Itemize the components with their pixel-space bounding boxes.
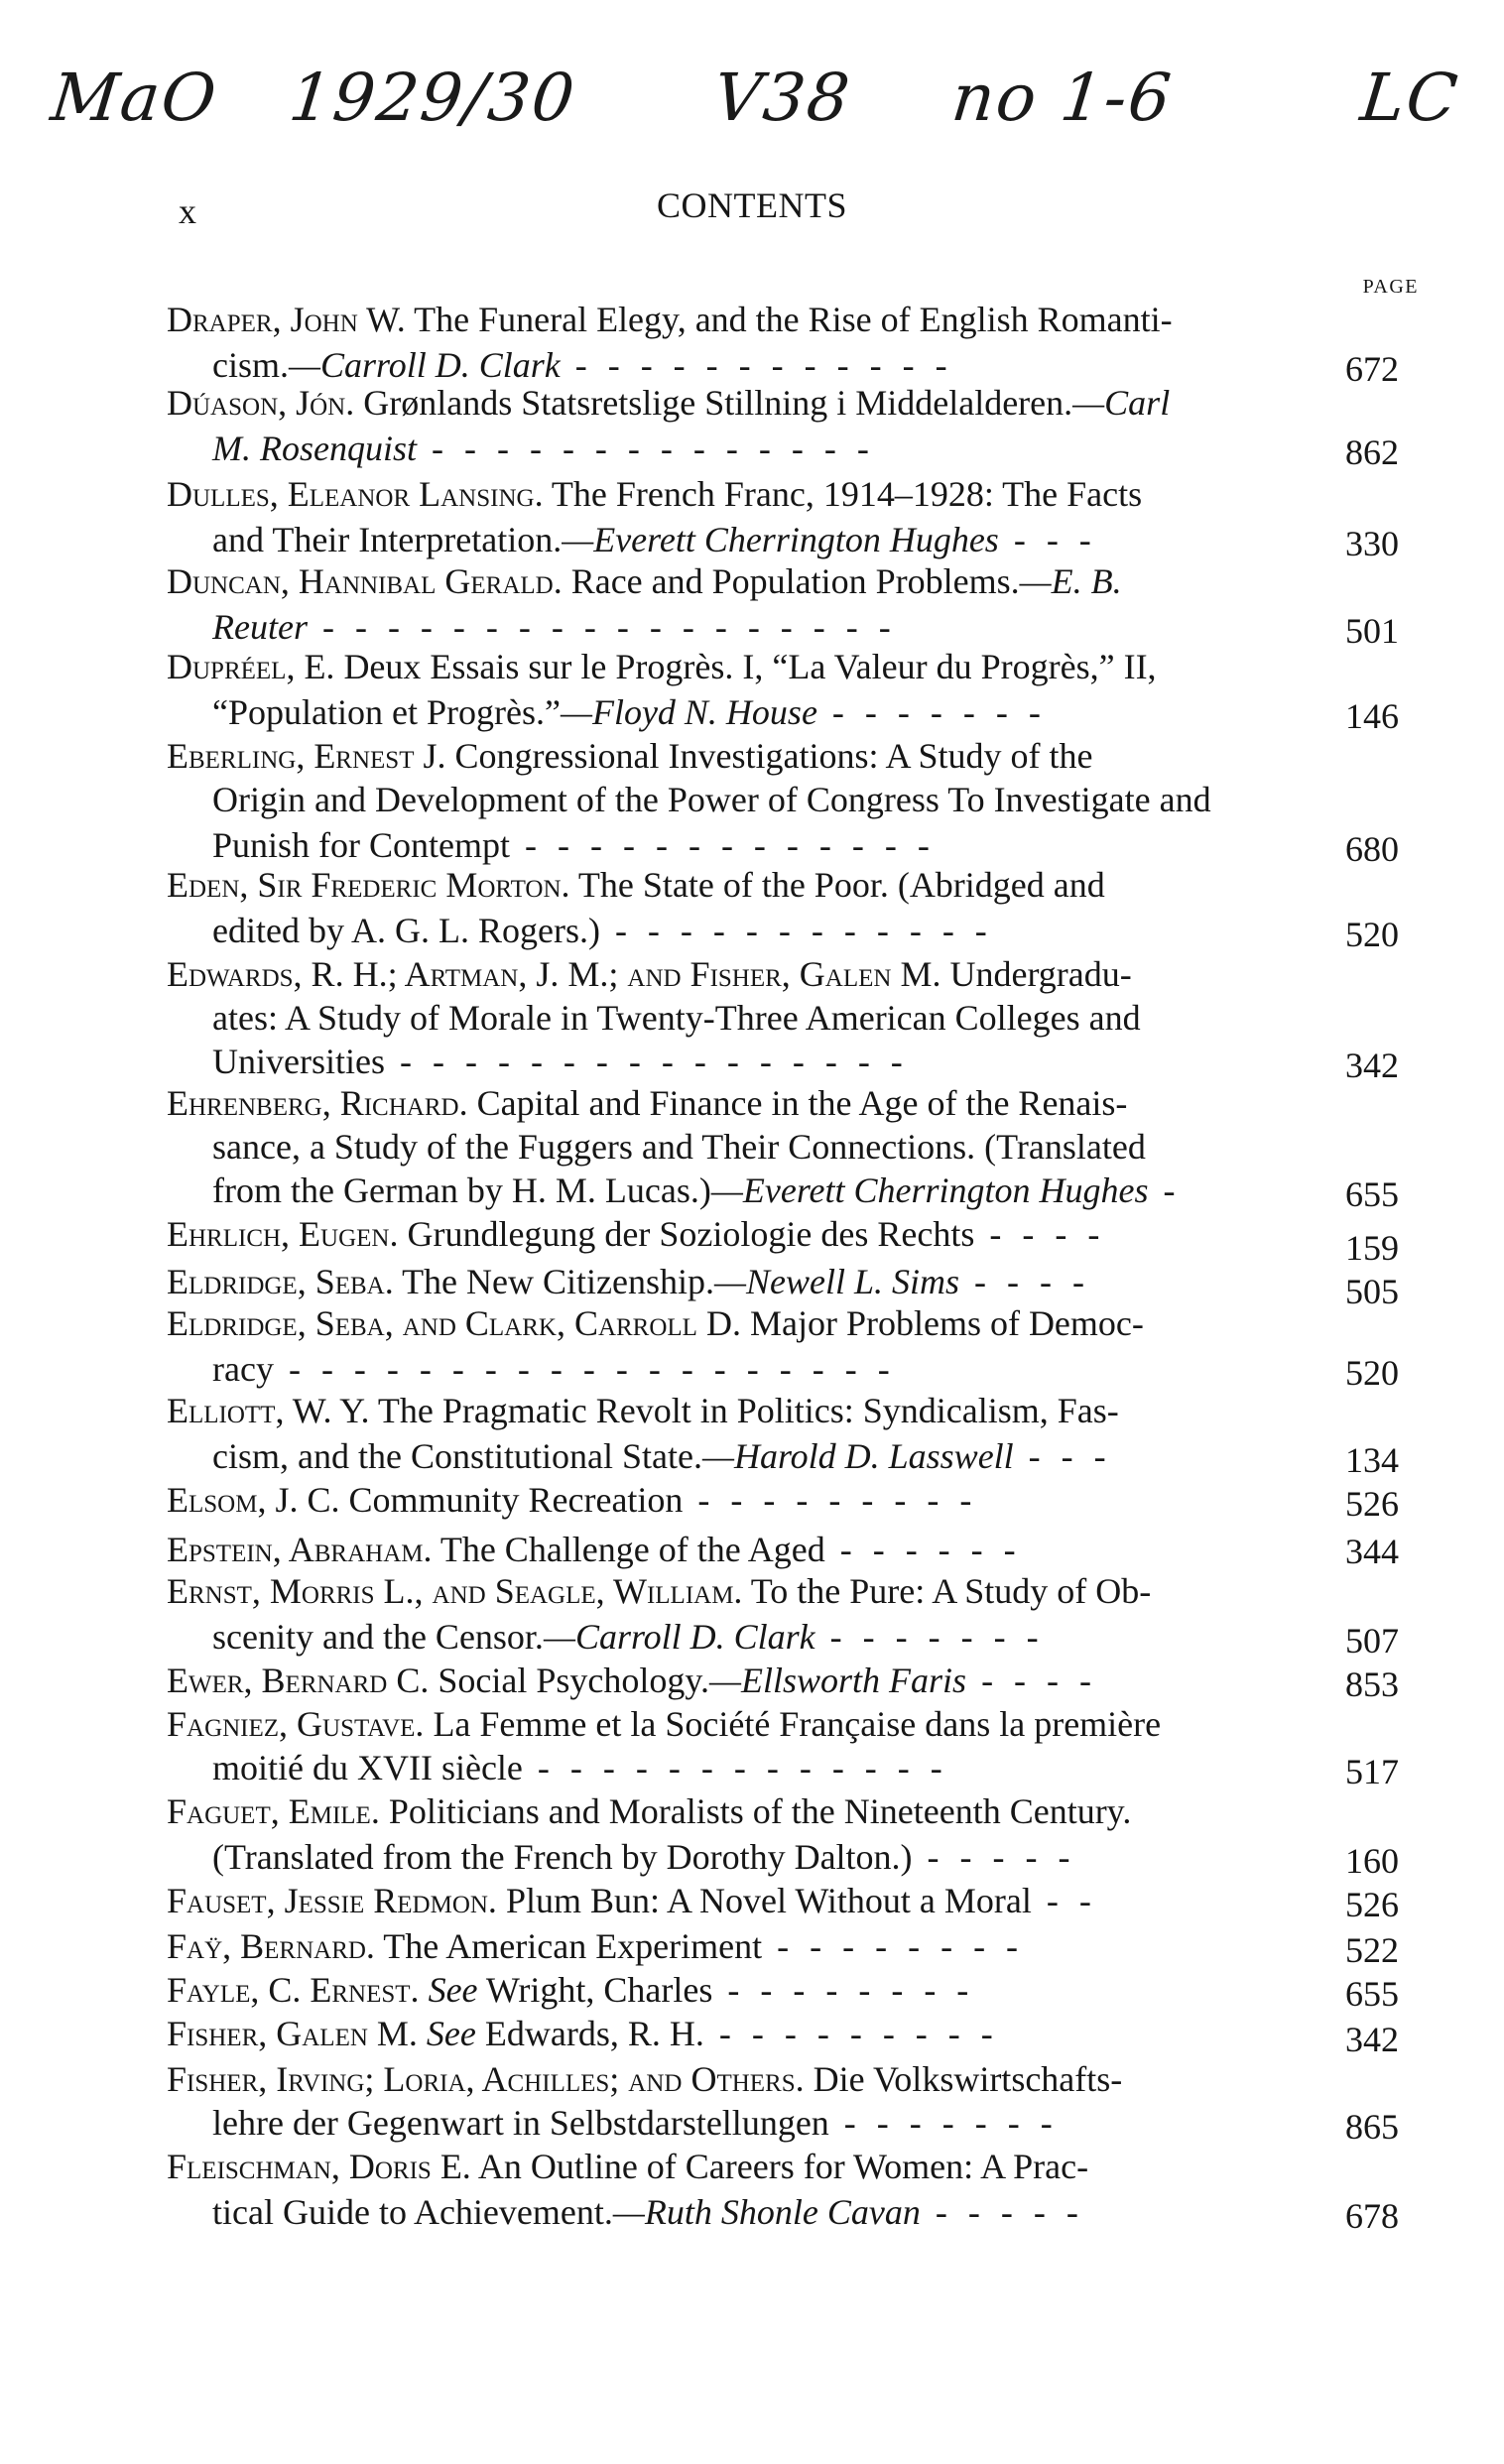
entry-text: Capital and Finance in the Age of the Renais- — [467, 1083, 1128, 1123]
entry-text: cism, and the Constitutional State. — [212, 1436, 702, 1476]
author-name: Faguet, Emile. — [167, 1791, 380, 1831]
entry-line — [167, 298, 1303, 341]
handwritten-note: no 1-6 — [947, 60, 1177, 136]
entry-text: Grønlands Statsretslige Stillning i Middelalderen. — [354, 383, 1073, 423]
entry-continuation-line — [212, 427, 1303, 470]
page-ref: 160 — [1345, 1841, 1399, 1881]
author-name: Eberling, Ernest J. — [167, 736, 446, 776]
author-name: Eden, Sir Frederic Morton. — [167, 865, 570, 905]
entry-continuation-line — [212, 1040, 1303, 1083]
page-ref: 146 — [1345, 696, 1399, 736]
author-name: Draper, John W. — [167, 300, 406, 339]
dot-leader: - - - - - - - - - - - - — [560, 345, 953, 385]
entry-text: scenity and the Censor. — [212, 1617, 544, 1657]
dot-leader: - - - - — [974, 1214, 1106, 1254]
author-name: Eldridge, Seba, and Clark, Carroll D. — [167, 1303, 741, 1343]
entry-text: Major Problems of Democ- — [740, 1303, 1144, 1343]
entry-line — [167, 1301, 1303, 1345]
italic-text: M. Rosenquist — [212, 429, 417, 468]
page-ref: 517 — [1345, 1752, 1399, 1791]
dot-leader: - - — [1031, 1881, 1097, 1920]
author-name: Eldridge, Seba. — [167, 1262, 394, 1301]
dot-leader: - - - - - - - - - - - - - - - - — [384, 1042, 909, 1081]
italic-text: —Carl — [1072, 383, 1171, 423]
dot-leader: - - - - - - - - - - - - - - — [416, 429, 875, 468]
entry-text: ates: A Study of Morale in Twenty-Three American Colleges and — [212, 998, 1141, 1038]
entry-text: The Funeral Elegy, and the Rise of English Romanti- — [405, 300, 1173, 339]
entry-text: La Femme et la Société Française dans la première — [424, 1704, 1162, 1744]
entry-text: Community Recreation — [339, 1480, 684, 1520]
author-name: Ernst, Morris L., and Seagle, William. — [167, 1571, 743, 1611]
entry-text: Congressional Investigations: A Study of the — [445, 736, 1093, 776]
page-ref: 680 — [1345, 829, 1399, 869]
page-ref: 501 — [1345, 611, 1399, 651]
entry-text: The State of the Poor. (Abridged and — [569, 865, 1105, 905]
entry-line — [167, 1702, 1303, 1746]
author-name: Elliott, W. Y. — [167, 1391, 370, 1430]
page-ref: 505 — [1345, 1272, 1399, 1311]
italic-text: —Carroll D. Clark — [289, 345, 561, 385]
page-number: x — [179, 191, 196, 231]
entry-continuation-line — [212, 1125, 1303, 1169]
author-name: Dúason, Jón. — [167, 383, 355, 423]
entry-text: edited by A. G. L. Rogers.) — [212, 911, 600, 950]
page-ref: 865 — [1345, 2107, 1399, 2147]
italic-text: —Carroll D. Clark — [543, 1617, 815, 1657]
dot-leader: - - - - - - - - - - - - - — [510, 825, 936, 865]
author-name: Dulles, Eleanor Lansing. — [167, 474, 544, 514]
entry-line — [167, 734, 1303, 778]
entry-text: Deux Essais sur le Progrès. I, “La Valeur du Progrès,” II, — [334, 647, 1157, 686]
entry-continuation-line — [212, 1615, 1303, 1659]
entry-line — [167, 1528, 1303, 1571]
dot-leader: - - - - — [966, 1661, 1098, 1700]
dot-leader: - - - - - - - - - - - - - - - - - - - — [273, 1349, 896, 1389]
entry-text: Die Volkswirtschafts- — [804, 2059, 1123, 2099]
entry-continuation-line — [212, 605, 1303, 649]
dot-leader: - - - - - - - — [816, 692, 1047, 732]
entry-text: Race and Population Problems. — [562, 561, 1020, 601]
page-ref: 342 — [1345, 1046, 1399, 1085]
author-name: Ewer, Bernard C. — [167, 1661, 430, 1700]
dot-leader: - - - - - - - — [828, 2103, 1059, 2143]
dot-leader: - - - - - - - - - — [703, 2014, 999, 2053]
entry-continuation-line — [212, 1835, 1303, 1879]
entry-text: “Population et Progrès.” — [212, 692, 561, 732]
entry-text: from the German by H. M. Lucas.) — [212, 1170, 711, 1210]
entry-line — [167, 1789, 1303, 1833]
entry-continuation-line — [212, 1347, 1303, 1391]
entry-text: The French Franc, 1914–1928: The Facts — [543, 474, 1143, 514]
author-name: Fayle, C. Ernest. — [167, 1970, 420, 2010]
entry-line — [167, 2012, 1303, 2055]
entry-continuation-line — [212, 823, 1303, 867]
dot-leader: - - - - - — [912, 1837, 1076, 1877]
entry-line — [167, 1212, 1303, 1256]
entry-continuation-line — [212, 2101, 1303, 2145]
entry-line — [167, 559, 1303, 603]
page-ref: 344 — [1345, 1532, 1399, 1571]
entry-text: and Their Interpretation. — [212, 520, 563, 559]
dot-leader: - - - — [1013, 1436, 1112, 1476]
entry-text: lehre der Gegenwart in Selbstdarstellungen — [212, 2103, 829, 2143]
entry-line — [167, 1478, 1303, 1522]
italic-text: See — [428, 1970, 478, 2010]
entry-text: cism. — [212, 345, 289, 385]
page-ref: 522 — [1345, 1930, 1399, 1970]
page-ref: 520 — [1345, 1353, 1399, 1393]
entry-continuation-line — [212, 909, 1303, 952]
entry-continuation-line — [212, 1169, 1303, 1212]
author-name: Edwards, R. H.; Artman, J. M.; and Fisher, Galen M. — [167, 954, 941, 994]
entry-text: (Translated from the French by Dorothy Dalton.) — [212, 1837, 913, 1877]
author-name: Fagniez, Gustave. — [167, 1704, 425, 1744]
dot-leader: - - - - - - - - - - - - - - - - - - — [307, 607, 897, 647]
dot-leader: - - - - - - - - - - - - — [599, 911, 993, 950]
dot-leader: - — [1148, 1170, 1182, 1210]
page-ref: 655 — [1345, 1974, 1399, 2014]
italic-text: —Ruth Shonle Cavan — [612, 2192, 921, 2232]
entry-line — [167, 1389, 1303, 1432]
dot-leader: - - - — [998, 520, 1097, 559]
entry-text: racy — [212, 1349, 274, 1389]
dot-leader: - - - - - - - — [815, 1617, 1045, 1657]
author-name: Duncan, Hannibal Gerald. — [167, 561, 563, 601]
author-name: Dupréel, E. — [167, 647, 335, 686]
entry-continuation-line — [212, 1434, 1303, 1478]
entry-line — [167, 952, 1303, 996]
handwritten-note: V38 — [709, 60, 855, 136]
author-name: Faÿ, Bernard. — [167, 1926, 375, 1966]
dot-leader: - - - - — [959, 1262, 1090, 1301]
italic-text: —Harold D. Lasswell — [701, 1436, 1014, 1476]
entry-continuation-line — [212, 2190, 1303, 2234]
author-name: Epstein, Abraham. — [167, 1530, 433, 1569]
handwritten-note: LC — [1356, 60, 1463, 136]
entry-text: Origin and Development of the Power of Congress To Investigate and — [212, 780, 1211, 819]
entry-line — [167, 1659, 1303, 1702]
author-name: Ehrlich, Eugen. — [167, 1214, 399, 1254]
italic-text: See — [426, 2014, 476, 2053]
page-ref: 672 — [1345, 349, 1399, 389]
author-name: Elsom, J. C. — [167, 1480, 340, 1520]
page-ref: 655 — [1345, 1174, 1399, 1214]
page-ref: 526 — [1345, 1885, 1399, 1924]
entry-line — [167, 645, 1303, 688]
entry-line — [167, 1924, 1303, 1968]
entry-continuation-line — [212, 690, 1303, 734]
dot-leader: - - - - - - — [824, 1530, 1022, 1569]
entry-text: The Challenge of the Aged — [432, 1530, 825, 1569]
italic-text: —Everett Cherrington Hughes — [562, 520, 999, 559]
italic-text: —Everett Cherrington Hughes — [710, 1170, 1149, 1210]
entry-text: moitié du XVII siècle — [212, 1748, 523, 1787]
entry-text: The New Citizenship. — [393, 1262, 714, 1301]
entry-continuation-line — [212, 996, 1303, 1040]
page-ref: 507 — [1345, 1621, 1399, 1661]
author-name: Ehrenberg, Richard. — [167, 1083, 468, 1123]
entry-line — [167, 1968, 1303, 2012]
entry-text — [420, 1970, 429, 2010]
handwritten-note: 1929/30 — [285, 60, 580, 136]
entry-text: Edwards, R. H. — [475, 2014, 704, 2053]
entry-continuation-line — [212, 518, 1303, 561]
dot-leader: - - - - - - - - — [762, 1926, 1025, 1966]
entry-text: Grundlegung der Soziologie des Rechts — [398, 1214, 975, 1254]
entry-line — [167, 472, 1303, 516]
dot-leader: - - - - - - - - - - - - - — [522, 1748, 948, 1787]
italic-text: —Floyd N. House — [560, 692, 817, 732]
entry-line — [167, 1879, 1303, 1922]
page-ref: 159 — [1345, 1228, 1399, 1268]
page-ref: 853 — [1345, 1664, 1399, 1704]
entry-continuation-line — [212, 778, 1303, 821]
dot-leader: - - - - - — [920, 2192, 1084, 2232]
page-ref: 330 — [1345, 524, 1399, 563]
entry-text: Punish for Contempt — [212, 825, 511, 865]
entry-text: Universities — [212, 1042, 385, 1081]
entry-line — [167, 2057, 1303, 2101]
author-name: Fauset, Jessie Redmon. — [167, 1881, 497, 1920]
page-ref: 520 — [1345, 915, 1399, 954]
entry-text: The American Experiment — [374, 1926, 763, 1966]
page-ref: 134 — [1345, 1440, 1399, 1480]
page-ref: 526 — [1345, 1484, 1399, 1524]
entry-text: Politicians and Moralists of the Nineteenth Century. — [379, 1791, 1132, 1831]
entry-line — [167, 863, 1303, 907]
entry-text: An Outline of Careers for Women: A Prac- — [470, 2147, 1089, 2186]
entry-text — [418, 2014, 427, 2053]
entry-text: sance, a Study of the Fuggers and Their Connections. (Translated — [212, 1127, 1146, 1167]
entry-text: Undergradu- — [940, 954, 1132, 994]
page-ref: 342 — [1345, 2020, 1399, 2059]
entry-text: Plum Bun: A Novel Without a Moral — [496, 1881, 1032, 1920]
page-column-header: PAGE — [1362, 276, 1419, 298]
italic-text: Reuter — [212, 607, 308, 647]
page-title: CONTENTS — [657, 185, 847, 225]
entry-text: To the Pure: A Study of Ob- — [742, 1571, 1152, 1611]
dot-leader: - - - - - - - - — [712, 1970, 975, 2010]
author-name: Fleischman, Doris E. — [167, 2147, 471, 2186]
italic-text: —Newell L. Sims — [714, 1262, 960, 1301]
author-name: Fisher, Irving; Loria, Achilles; and Others. — [167, 2059, 805, 2099]
entry-line — [167, 2145, 1303, 2188]
author-name: Fisher, Galen M. — [167, 2014, 418, 2053]
entry-line — [167, 381, 1303, 425]
page-ref: 678 — [1345, 2196, 1399, 2236]
italic-text: —Ellsworth Faris — [709, 1661, 967, 1700]
italic-text: —E. B. — [1019, 561, 1122, 601]
handwritten-note: MaO — [47, 60, 222, 136]
entry-line — [167, 1569, 1303, 1613]
entry-continuation-line — [212, 1746, 1303, 1789]
page-ref: 862 — [1345, 432, 1399, 472]
dot-leader: - - - - - - - - - — [683, 1480, 978, 1520]
entry-line — [167, 1260, 1303, 1303]
entry-text: Social Psychology. — [429, 1661, 709, 1700]
entry-text: tical Guide to Achievement. — [212, 2192, 613, 2232]
entry-line — [167, 1081, 1303, 1125]
entry-text: The Pragmatic Revolt in Politics: Syndicalism, Fas- — [369, 1391, 1119, 1430]
entry-text: Wright, Charles — [477, 1970, 713, 2010]
